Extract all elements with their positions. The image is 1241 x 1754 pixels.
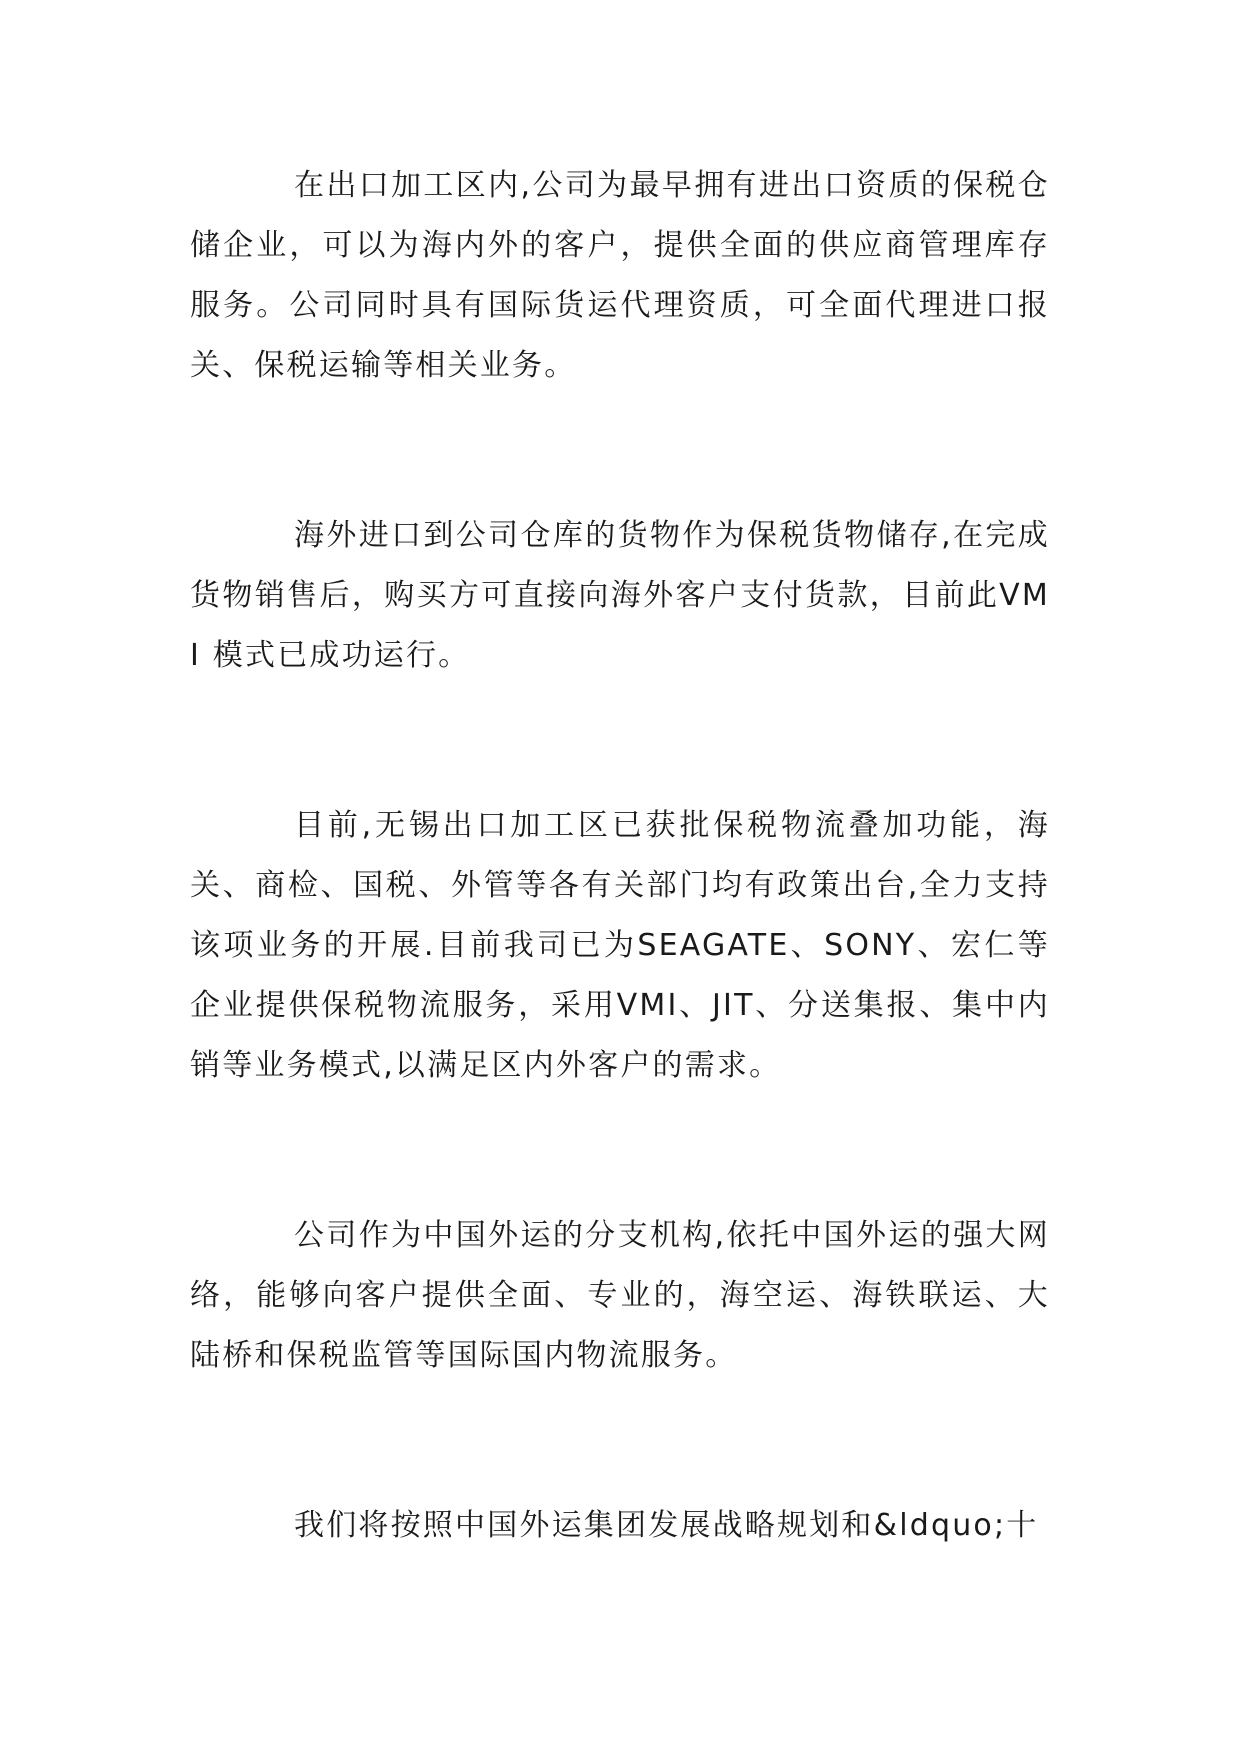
paragraph-bonded-logistics: 目前,无锡出口加工区已获批保税物流叠加功能，海关、商检、国税、外管等各有关部门均有政策出台,全力支持该项业务的开展.目前我司已为SEAGATE、SONY、宏仁等企业提供保税物流服务，采用VMI、JIT、分送集报、集中内销等业务模式,以满足区内外客户的需求。 — [190, 808, 1050, 1083]
paragraph-development-strategy: 我们将按照中国外运集团发展战略规划和&ldquo;十 — [294, 1508, 1039, 1543]
paragraph-sinotrans-network: 公司作为中国外运的分支机构,依托中国外运的强大网络，能够向客户提供全面、专业的，海空运、海铁联运、大陆桥和保税监管等国际国内物流服务。 — [190, 1218, 1050, 1373]
paragraph-vmi-mode: 海外进口到公司仓库的货物作为保税货物储存,在完成货物销售后，购买方可直接向海外客户支付货款，目前此VMI 模式已成功运行。 — [190, 518, 1050, 673]
paragraph-bonded-warehousing: 在出口加工区内,公司为最早拥有进出口资质的保税仓储企业，可以为海内外的客户，提供全面的供应商管理库存服务。公司同时具有国际货运代理资质，可全面代理进口报关、保税运输等相关业务。 — [190, 168, 1050, 383]
